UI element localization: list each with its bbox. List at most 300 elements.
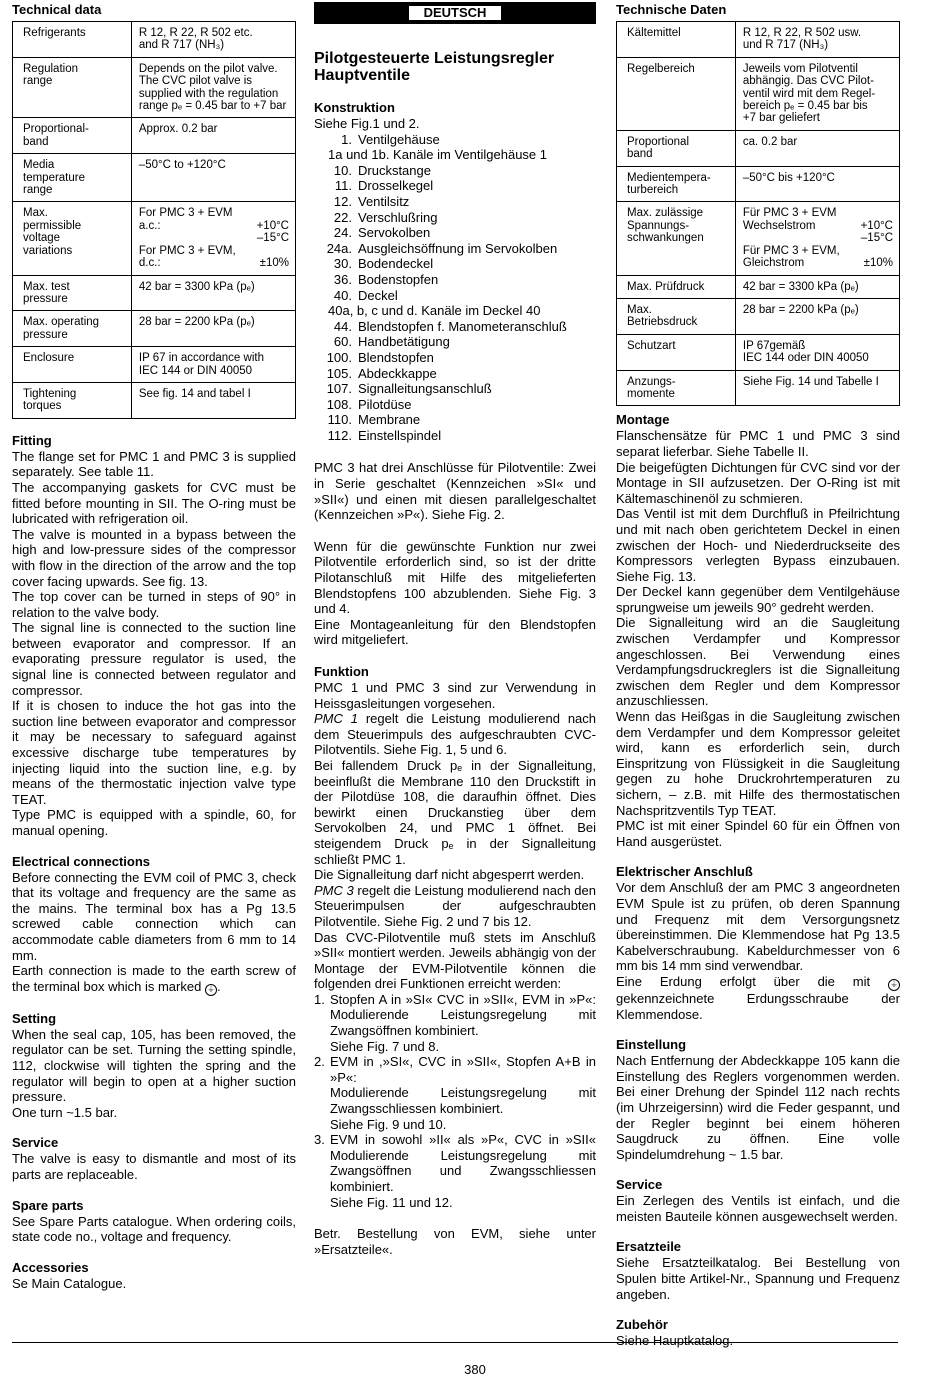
section-paragraph — [12, 449, 296, 480]
spec-key — [13, 118, 132, 154]
section-paragraph — [616, 818, 900, 849]
spec-row — [617, 202, 900, 275]
earth-pre-text: Eine Erdung erfolgt über die mit — [616, 973, 871, 989]
part-name: 1a und 1b. Kanäle im Ventilgehäuse 1 — [328, 147, 548, 163]
section-heading: Electrical connections — [12, 853, 150, 869]
part-number: 112. — [327, 427, 352, 443]
section-paragraph — [616, 1255, 900, 1302]
parts-list-item — [314, 428, 596, 444]
spec-row — [13, 202, 296, 275]
spec-value — [131, 22, 295, 58]
spec-key-line: schwankungen — [627, 232, 704, 245]
spec-value-line: IP 67gemäß — [742, 339, 806, 352]
spec-key-line: Max. test — [23, 280, 70, 293]
paragraph-text: Vor dem Anschluß der am PMC 3 angeordneten EVM Spule ist zu prüfen, ob deren Spannung und Frequenz mit dem Versorgungsnetz übereinstimmen. Die Klemmendose hat Pg 13.5 Kabelverschraubung. Kabeldurchmesser von 6 mm bis 14 mm sind verwendbar. — [616, 880, 900, 974]
parts-list-item — [314, 225, 596, 241]
value-pair — [743, 232, 893, 244]
paragraph-text: Die Signalleitung wird an die Saugleitung zwischen Verdampfer und Kompressor angeschlossen. Bei Verwendung eines Verdampfungsdruckreglers ist die Signalleitung zwischen dem Regler und dem Kompressor anzuschliessen. — [616, 615, 900, 709]
part-number: 1. — [341, 131, 352, 147]
value-pair — [139, 220, 289, 232]
spec-key-line: Max. Prüfdruck — [627, 280, 705, 293]
paragraph-text: The flange set for PMC 1 and PMC 3 is supplied separately. See table 11. — [12, 448, 296, 480]
footer-rule — [12, 1342, 898, 1343]
spec-value — [131, 311, 295, 347]
spec-value — [735, 334, 899, 370]
part-name: Druckstange — [358, 162, 431, 178]
section-paragraph — [12, 1276, 296, 1292]
value-pair — [743, 207, 893, 219]
language-label: DEUTSCH — [408, 5, 503, 21]
pair-value: +10°C — [256, 219, 289, 232]
step-body — [330, 1054, 596, 1132]
part-number: 30. — [333, 256, 352, 272]
german-column — [616, 2, 900, 1349]
part-number: 100. — [326, 349, 352, 365]
earth-paragraph — [616, 974, 900, 1022]
section-body — [616, 1255, 900, 1302]
spec-value-line: +7 bar geliefert — [742, 112, 820, 125]
parts-list-item — [314, 381, 596, 397]
value-pair — [743, 257, 893, 269]
section-heading: Service — [12, 1135, 59, 1151]
part-number: 12. — [333, 193, 352, 209]
part-number: 40. — [333, 287, 352, 303]
spec-value — [735, 57, 899, 130]
spec-value-line: For PMC 3 + EVM — [138, 207, 233, 220]
paragraph-text: The signal line is connected to the suction line between evaporator and compressor. If an evaporating pressure regulator is used, the signal line is connected between regulator and compressor. — [12, 620, 296, 698]
section-heading: Elektrischer Anschluß — [616, 864, 753, 880]
step-number: 3. — [314, 1132, 325, 1148]
spec-key-line: Enclosure — [23, 352, 75, 365]
funktion-p2-text: regelt die Leistung modulierend nach dem Steuerimpuls des aufgeschraubten CVC-Pilotventils. Siehe Fig. 1, 5 und 6. — [314, 711, 597, 758]
function-steps — [314, 992, 596, 1210]
pair-label: Für PMC 3 + EVM — [742, 207, 837, 220]
part-name: Signalleitungsanschluß — [358, 381, 492, 397]
spec-key-line: range — [23, 184, 53, 197]
section-paragraph — [12, 480, 296, 527]
spec-key-line: Anzungs- — [627, 375, 676, 388]
function-step — [314, 992, 596, 1054]
section-heading: Service — [616, 1177, 663, 1193]
spec-value — [131, 202, 295, 275]
siehe-fig-line: Siehe Fig.1 und 2. — [314, 116, 420, 131]
step-text: EVM in sowohl »II« als »P«, CVC in »SII« Modulierende Leistungsregelung mit Zwangsöffnen und Zwangsschliessen kombiniert. — [330, 1132, 596, 1194]
spec-row — [617, 166, 900, 202]
spec-value — [735, 130, 899, 166]
spec-value — [735, 370, 899, 406]
spec-key-line: temperature — [23, 171, 86, 184]
funktion-p3: Bei fallendem Druck pₑ in der Signalleitung, beeinflußt die Membrane 110 den Druckstift in der Pilotdüse 108, die daraufhin öffnet. Dies bewirkt einen Druckanstieg über dem Servokolben 24, und PMC 1 öffnet. Bei steigendem Druck pₑ in der Signalleitung schließt PMC 1. — [314, 757, 596, 867]
montageanleitung-paragraph: Eine Montageanleitung für den Blendstopfen wird mitgeliefert. — [314, 616, 596, 648]
pair-value: ±10% — [259, 257, 289, 270]
spec-value — [131, 347, 295, 383]
step-body — [330, 1132, 596, 1210]
spec-key-line: Spannungs- — [627, 219, 690, 232]
section-gap — [12, 1183, 296, 1198]
part-number: 24a. — [326, 240, 352, 256]
english-sections — [12, 433, 296, 1292]
spec-row — [13, 382, 296, 418]
spec-value-line: Für PMC 3 + EVM, — [742, 244, 840, 257]
section-paragraph: Earth connection is made to the earth screw of the terminal box which is marked ⏚ . — [12, 963, 296, 994]
spec-value-line: 42 bar = 3300 kPa (pₑ) — [138, 280, 255, 293]
spec-key-line: Proportional — [627, 135, 690, 148]
section-paragraph — [12, 1151, 296, 1182]
paragraph-text: Die beigefügten Dichtungen für CVC sind vor der Montage in SII aufzusetzen. Der O-Ring ist mit Kältemaschinenöl zu schmieren. — [616, 459, 900, 506]
part-name: Bodendeckel — [358, 256, 434, 272]
spec-row — [617, 275, 900, 298]
paragraph-text: Earth connection is made to the earth screw of the terminal box which is marked — [12, 963, 296, 994]
pair-value: –15°C — [860, 232, 893, 245]
step-figure-ref: Siehe Fig. 9 und 10. — [330, 1116, 447, 1132]
spec-value-line: 28 bar = 2200 kPa (pₑ) — [138, 316, 255, 329]
part-number: 44. — [333, 318, 352, 334]
section-heading: Ersatzteile — [616, 1239, 682, 1255]
value-pair — [139, 257, 289, 269]
spec-value-line: IP 67 in accordance with — [138, 352, 264, 365]
pair-value: +10°C — [860, 219, 893, 232]
funktion-p1: PMC 1 und PMC 3 sind zur Verwendung in Heissgasleitungen vorgesehen. — [314, 680, 596, 711]
spec-key-line: band — [23, 135, 49, 148]
technische-daten-title: Technische Daten — [616, 2, 727, 17]
english-column — [12, 2, 296, 1291]
part-name: Ausgleichsöffnung im Servokolben — [358, 240, 558, 256]
paragraph-text: Se Main Catalogue. — [12, 1275, 127, 1291]
pair-value: –15°C — [256, 232, 289, 245]
parts-list-item — [314, 319, 596, 335]
spec-value — [131, 275, 295, 311]
parts-list-item — [314, 241, 596, 257]
pmc3-paragraph: PMC 3 hat drei Anschlüsse für Pilotventile: Zwei in Serie geschaltet (Kennzeichen »SI« und »SII«) und einen mit diesen parallelgeschaltet (Kennzeichen »P«). Siehe Fig. 2. — [314, 460, 596, 523]
funktion-p5 — [314, 883, 596, 930]
section-gap — [12, 1120, 296, 1135]
spec-key-line: Max. operating — [23, 316, 100, 329]
paragraph-text: The valve is easy to dismantle and most of its parts are replaceable. — [12, 1151, 296, 1182]
parts-list-item — [314, 163, 596, 179]
part-name: Handbetätigung — [358, 334, 450, 350]
page-number: 380 — [464, 1362, 486, 1377]
spec-value-line: –50°C to +120°C — [138, 159, 226, 172]
paragraph-text: Siehe Hauptkatalog. — [616, 1333, 734, 1349]
spec-key-line: permissible — [23, 219, 82, 232]
spec-key — [13, 311, 132, 347]
spec-key — [13, 22, 132, 58]
spec-row — [13, 275, 296, 311]
step-figure-ref: Siehe Fig. 7 und 8. — [330, 1038, 440, 1054]
paragraph-text: The accompanying gaskets for CVC must be fitted before mounting in SII. The O-ring must be lubricated with refrigeration oil. — [12, 479, 296, 527]
section-paragraph — [616, 460, 900, 507]
pair-label: Wechselstrom — [742, 219, 816, 232]
title-line-1: Pilotgesteuerte Leistungsregler — [314, 50, 555, 67]
parts-list-item — [314, 303, 596, 319]
part-number: 36. — [333, 271, 352, 287]
step-figure-ref: Siehe Fig. 11 und 12. — [330, 1194, 453, 1210]
paragraph-text: When the seal cap, 105, has been removed, the regulator can be set. Turning the setting spindle, 112, clockwise will tighten the spring and the regulator will begin to open at a higher suction pressure. — [12, 1026, 296, 1105]
section-gap — [12, 996, 296, 1011]
spec-key — [13, 382, 132, 418]
section-heading: Montage — [616, 412, 670, 428]
section-heading: Setting — [12, 1010, 57, 1026]
spec-key — [617, 334, 736, 370]
section-body — [616, 880, 900, 1022]
parts-list-item — [314, 147, 596, 163]
funktion-p6: Das CVC-Pilotventile muß stets im Anschluß »SII« montiert werden. Jeweils abhängig von der Montage der EVM-Pilotventile können die folgenden drei Funktionen erreicht werden: — [314, 929, 596, 992]
konstruktion-heading: Konstruktion — [314, 100, 395, 115]
pair-value: ±10% — [863, 257, 893, 270]
technical-data-title: Technical data — [12, 2, 102, 17]
section-gap — [616, 1022, 900, 1037]
paragraph-text: Before connecting the EVM coil of PMC 3, check that its voltage and frequency are the same as the mains. The terminal box has a Pg 13.5 screwed cable connection which can accommodate cable diameters from 6 mm to 14 mm. — [12, 869, 296, 963]
spec-value-line: Siehe Fig. 14 und Tabelle I — [742, 375, 879, 388]
spec-key — [617, 298, 736, 334]
spec-key-line: variations — [23, 244, 73, 257]
spec-value-line: R 12, R 22, R 502 usw. — [742, 27, 862, 39]
parts-list-item — [314, 194, 596, 210]
german-sections — [616, 412, 900, 1349]
spec-value-line: Depends on the pilot valve. — [138, 62, 278, 75]
spec-key — [13, 347, 132, 383]
section-body — [12, 1151, 296, 1182]
paragraph-text: Ein Zerlegen des Ventils ist einfach, und die meisten Bauteile können ausgewechselt werden. — [616, 1193, 900, 1224]
spec-value-line: 28 bar = 2200 kPa (pₑ) — [742, 303, 859, 316]
part-name: Bodenstopfen — [358, 271, 439, 287]
spec-value-line: R 12, R 22, R 502 etc. — [138, 27, 253, 39]
section-paragraph — [12, 1027, 296, 1105]
paragraph-text: Das Ventil ist mit dem Durchfluß in Pfeilrichtung und mit nach oben gerichtetem Deckel in einen zwischen der Hoch- und Niederdruckseite des Kompressors verlegten Bypass einzubauen. Siehe Fig. 13. — [616, 506, 900, 584]
spec-value — [735, 298, 899, 334]
spec-value — [131, 57, 295, 118]
spec-value — [131, 382, 295, 418]
parts-list-item — [314, 178, 596, 194]
spec-row — [13, 118, 296, 154]
section-heading: Fitting — [12, 432, 52, 448]
section-body — [12, 870, 296, 996]
spec-value-line: IEC 144 oder DIN 40050 — [742, 352, 869, 365]
spec-row — [13, 154, 296, 202]
section-paragraph — [12, 527, 296, 589]
pair-label: Gleichstrom — [742, 257, 805, 270]
spec-key-line: Kältemittel — [627, 27, 681, 39]
spec-value-line: und R 717 (NH₃) — [742, 39, 829, 52]
language-banner — [314, 2, 596, 24]
spec-key-line: torques — [23, 400, 62, 413]
spec-value-line: The CVC pilot valve is — [138, 75, 252, 88]
parts-list — [314, 132, 596, 444]
section-paragraph — [616, 506, 900, 584]
section-gap — [616, 1302, 900, 1317]
step-text: EVM in ,»SI«, CVC in »SII«, Stopfen A+B in »P«: — [330, 1054, 596, 1085]
part-name: Pilotdüse — [358, 396, 412, 412]
part-name: Blendstopfen f. Manometeranschluß — [358, 318, 567, 334]
spec-value-line: range pₑ = 0.45 bar to +7 bar — [138, 100, 287, 113]
section-paragraph — [616, 1053, 900, 1162]
step-body — [330, 992, 596, 1054]
spec-value-line: 42 bar = 3300 kPa (pₑ) — [742, 280, 859, 293]
paragraph-text: See Spare Parts catalogue. When ordering coils, state code no., voltage and frequency. — [12, 1213, 296, 1245]
spec-key-line: Refrigerants — [23, 27, 86, 39]
spec-key-line: band — [627, 148, 653, 161]
part-number: 60. — [333, 334, 352, 350]
spec-key-line: Regelbereich — [627, 62, 695, 75]
parts-list-item — [314, 288, 596, 304]
spec-key — [617, 370, 736, 406]
parts-list-item — [314, 397, 596, 413]
step-text: Stopfen A in »SI« CVC in »SII«, EVM in »P«: Modulierende Leistungsregelung mit Zwangsöffnen kombiniert. — [330, 991, 596, 1039]
section-paragraph — [616, 709, 900, 818]
spec-row — [13, 347, 296, 383]
spec-value-line: –50°C bis +120°C — [742, 171, 835, 184]
spec-value-line: supplied with the regulation — [138, 87, 279, 100]
spec-key — [13, 275, 132, 311]
part-number: 24. — [333, 225, 352, 241]
section-paragraph — [616, 584, 900, 615]
spec-key — [13, 202, 132, 275]
parts-list-item — [314, 366, 596, 382]
part-number: 110. — [327, 412, 352, 428]
part-name: Servokolben — [358, 225, 431, 241]
spec-key-line: Media — [23, 159, 55, 172]
spec-row — [617, 370, 900, 406]
part-name: Abdeckkappe — [358, 365, 437, 381]
funktion-p5-text: regelt die Leistung modulierend nach den Steuerimpulsen der aufgeschraubten Pilotventile. Siehe Fig. 2 und 7 bis 12. — [314, 882, 596, 929]
technical-data-table — [12, 21, 296, 419]
section-paragraph — [12, 1105, 296, 1121]
paragraph-text: If it is chosen to induce the hot gas into the suction line between evaporator and compressor it may be necessary to safeguard against excessive discharge tube temperatures by injecting liquid into the suction line, e.g. by means of the thermostatic injection valve type TEAT. — [12, 698, 296, 807]
spec-value-line: See fig. 14 and tabel I — [138, 387, 251, 400]
section-body — [616, 1053, 900, 1162]
part-name: Ventilgehäuse — [358, 131, 440, 147]
spec-value-line: abhängig. Das CVC Pilot- — [742, 75, 874, 88]
paragraph-text: PMC ist mit einer Spindel 60 für ein Öffnen von Hand ausgerüstet. — [616, 818, 900, 849]
part-number: 11. — [334, 178, 352, 194]
paragraph-text: Flanschensätze für PMC 1 und PMC 3 sind separat lieferbar. Siehe Tabelle II. — [616, 428, 900, 459]
pmc3-label: PMC 3 — [314, 882, 354, 898]
part-number: 22. — [333, 209, 352, 225]
function-step — [314, 1054, 596, 1132]
spec-value — [735, 166, 899, 202]
wenn-paragraph: Wenn für die gewünschte Funktion nur zwei Pilotventile erforderlich sind, so ist der dritte Pilotanschluß mit Hilfe des mitgelieferten Blendstopfens 100 abzublenden. Siehe Fig. 3 und 4. — [314, 538, 596, 617]
section-paragraph — [12, 870, 296, 964]
spec-value — [735, 22, 899, 58]
spec-key-line: Proportional- — [23, 123, 89, 136]
spec-value-line: ventil wird mit dem Regel- — [742, 87, 876, 100]
german-main-title — [314, 50, 596, 84]
section-heading: Einstellung — [616, 1037, 687, 1053]
spec-key — [617, 202, 736, 275]
part-name: Deckel — [358, 287, 398, 303]
part-name: Membrane — [358, 412, 421, 428]
parts-list-item — [314, 132, 596, 148]
spec-row — [13, 311, 296, 347]
spec-key — [617, 22, 736, 58]
pair-label: a.c.: — [138, 219, 161, 232]
spec-row — [617, 298, 900, 334]
section-gap — [616, 1162, 900, 1177]
spec-key-line: range — [23, 75, 53, 88]
section-heading: Spare parts — [12, 1197, 84, 1213]
funktion-heading: Funktion — [314, 664, 369, 679]
section-gap — [12, 1245, 296, 1260]
section-body — [12, 1214, 296, 1245]
spec-value — [131, 154, 295, 202]
spec-key-line: Medientempera- — [627, 171, 711, 184]
spec-key-line: Tightening — [23, 387, 77, 400]
paragraph-text: Der Deckel kann gegenüber dem Ventilgehäuse sprungweise um jeweils 90° gedreht werden. — [616, 584, 900, 615]
section-paragraph — [12, 1214, 296, 1245]
spec-value-line: and R 717 (NH₃) — [138, 39, 225, 52]
section-body — [12, 449, 296, 839]
section-body — [12, 1276, 296, 1292]
section-paragraph — [616, 1193, 900, 1224]
earth-icon: ⏚ — [890, 979, 898, 989]
part-number: 10. — [333, 162, 352, 178]
spec-key-line: turbereich — [627, 184, 679, 197]
spec-key-line: pressure — [23, 292, 68, 305]
section-gap — [616, 1224, 900, 1239]
section-paragraph — [616, 428, 900, 459]
spec-key-line: Schutzart — [627, 339, 676, 352]
section-paragraph — [616, 880, 900, 974]
spec-key — [13, 57, 132, 118]
parts-list-item — [314, 412, 596, 428]
spec-key-line: Max. — [627, 303, 652, 316]
function-step — [314, 1132, 596, 1210]
spec-row — [617, 57, 900, 130]
section-paragraph — [12, 620, 296, 698]
section-body — [616, 428, 900, 849]
part-name: Drosselkegel — [358, 178, 434, 194]
spec-value — [735, 202, 899, 275]
spec-row — [617, 130, 900, 166]
parts-list-item — [314, 256, 596, 272]
section-heading: Zubehör — [616, 1317, 668, 1333]
spec-row — [13, 57, 296, 118]
section-heading: Accessories — [12, 1259, 89, 1275]
earth-icon: ⏚ — [206, 984, 215, 994]
technische-daten-table — [616, 21, 900, 406]
spec-value-line: IEC 144 or DIN 40050 — [138, 364, 253, 377]
part-name: Einstellspindel — [358, 427, 442, 443]
spec-key — [13, 154, 132, 202]
part-number: 108. — [326, 396, 352, 412]
part-name: Verschlußring — [358, 209, 438, 225]
parts-list-item — [314, 350, 596, 366]
section-paragraph — [12, 698, 296, 807]
value-pair — [743, 220, 893, 232]
spec-value-line: ca. 0.2 bar — [742, 135, 798, 148]
parts-list-item — [314, 334, 596, 350]
spec-row — [617, 334, 900, 370]
spec-row — [13, 22, 296, 58]
section-body — [616, 1193, 900, 1224]
paragraph-text: The valve is mounted in a bypass between the high and low-pressure sides of the compressor with flow in the direction of the arrow and the top cover facing upwards. See fig. 13. — [12, 526, 296, 589]
spec-value-line: Jeweils vom Pilotventil — [742, 62, 858, 75]
spec-key-line: pressure — [23, 328, 68, 341]
pmc1-label: PMC 1 — [314, 711, 358, 727]
step-number: 1. — [314, 991, 325, 1007]
paragraph-text: Type PMC is equipped with a spindle, 60, for manual opening. — [12, 807, 296, 838]
spec-key — [617, 166, 736, 202]
paragraph-text: Nach Entfernung der Abdeckkappe 105 kann die Einstellung des Reglers vorgenommen werden. Bei einer Drehung der Spindel 112 nach rechts (im Uhrzeigersinn) wird die Feder gespannt, und der Regler beginnt bei einem höheren Saugdruck zu öffnen. Eine volle Spindelumdrehung ~ 1.5 bar. — [616, 1053, 900, 1162]
spec-value-line: For PMC 3 + EVM, — [138, 244, 236, 257]
spec-value — [131, 118, 295, 154]
spec-key-line: voltage — [23, 232, 61, 245]
title-line-2: Hauptventile — [314, 67, 411, 84]
part-number: 107. — [326, 381, 352, 397]
spec-value-line: bereich pₑ = 0.45 bar bis — [742, 100, 868, 113]
section-paragraph — [616, 615, 900, 709]
step-number: 2. — [314, 1054, 325, 1070]
